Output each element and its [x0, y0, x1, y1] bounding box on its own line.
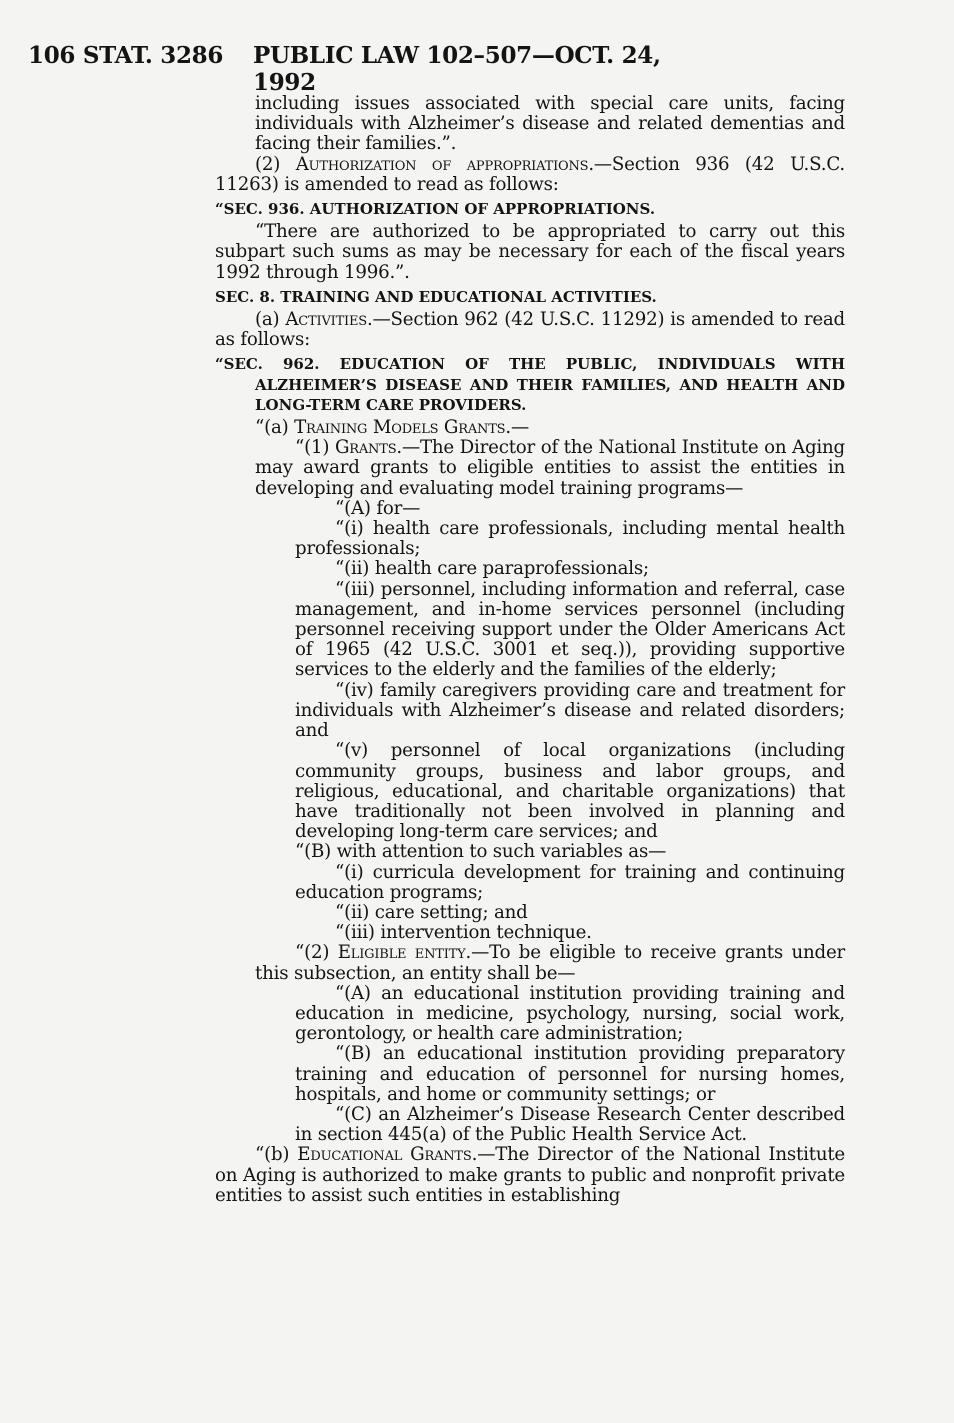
clause-v-local-organizations: “(v) personnel of local organizations (including community groups, business and labor groups, and religious, educational, and charitable organizations) that have traditionally not been involved in planning and developing long-term care services; and	[295, 740, 845, 843]
document-body	[215, 94, 845, 1206]
clause-ii-paraprofessionals: “(ii) health care paraprofessionals;	[335, 558, 649, 580]
section-8-heading: SEC. 8. TRAINING AND EDUCATIONAL ACTIVITIES.	[215, 287, 657, 306]
section-936-text: “There are authorized to be appropriated to carry out this subpart such sums as may be necessary for each of the fiscal years 1992 through 1996.”.	[215, 221, 845, 283]
clause-b-variables: “(B) with attention to such variables as—	[295, 841, 667, 863]
clause-a-educational-institution: “(A) an educational institution providing training and education in medicine, psychology, nursing, social work, gerontology, or health care administration;	[295, 982, 845, 1045]
clause-b-preparatory-training: “(B) an educational institution providing preparatory training and education of personnel for nursing homes, hospitals, and home or community settings; or	[295, 1043, 845, 1105]
subsection-a-training-grants: “(a) Training Models Grants.—	[255, 417, 529, 439]
section-936-heading: “SEC. 936. AUTHORIZATION OF APPROPRIATIONS.	[215, 200, 656, 219]
clause-i-health-professionals: “(i) health care professionals, including mental health professionals;	[295, 518, 845, 560]
clause-iii-personnel: “(iii) personnel, including information and referral, case management, and in-home services personnel (including personnel receiving support under the Older Americans Act of 1965 (42 U.S.C. 3001 et seq.)), providing supportive services to the elderly and the families of the elderly;	[295, 578, 845, 681]
clause-c-research-center: “(C) an Alzheimer’s Disease Research Center described in section 445(a) of the Public Health Service Act.	[295, 1103, 845, 1146]
subsection-b-educational-grants: “(b) Educational Grants.—The Director of the National Institute on Aging is authorized to make grants to public and nonprofit private entities to assist such entities in establishing	[215, 1144, 845, 1206]
clause-iv-family-caregivers: “(iv) family caregivers providing care and treatment for individuals with Alzheimer’s disease and related disorders; and	[295, 679, 845, 742]
subsection-a-activities: (a) Activities.—Section 962 (42 U.S.C. 11292) is amended to read as follows:	[215, 309, 845, 351]
paragraph-1-grants: “(1) Grants.—The Director of the National Institute on Aging may award grants to eligible entities to assist the entities in developing and evaluating model training programs—	[255, 437, 845, 499]
continuation-paragraph: including issues associated with special care units, facing individuals with Alzheimer’s disease and related dementias and facing their families.”.	[255, 93, 845, 155]
clause-iii-intervention: “(iii) intervention technique.	[335, 922, 592, 944]
section-962-heading: “SEC. 962. EDUCATION OF THE PUBLIC, INDIVIDUALS WITH ALZHEIMER’S DISEASE AND THEIR FAMILIES, AND HEALTH AND LONG-TERM CARE PROVIDERS.	[215, 355, 845, 414]
page-reference: 106 STAT. 3286	[28, 42, 224, 69]
clause-i-curricula: “(i) curricula development for training and continuing education programs;	[295, 861, 845, 903]
law-reference: PUBLIC LAW 102–507—OCT. 24, 1992	[253, 42, 661, 96]
paragraph-2-eligible-entity: “(2) Eligible entity.—To be eligible to receive grants under this subsection, an entity shall be—	[255, 942, 846, 984]
paragraph-2-appropriations: (2) Authorization of appropriations.—Section 936 (42 U.S.C. 11263) is amended to read as follows:	[215, 153, 845, 195]
clause-ii-care-setting: “(ii) care setting; and	[335, 901, 528, 923]
clause-a-for: “(A) for—	[335, 497, 421, 519]
page-header	[28, 42, 728, 96]
